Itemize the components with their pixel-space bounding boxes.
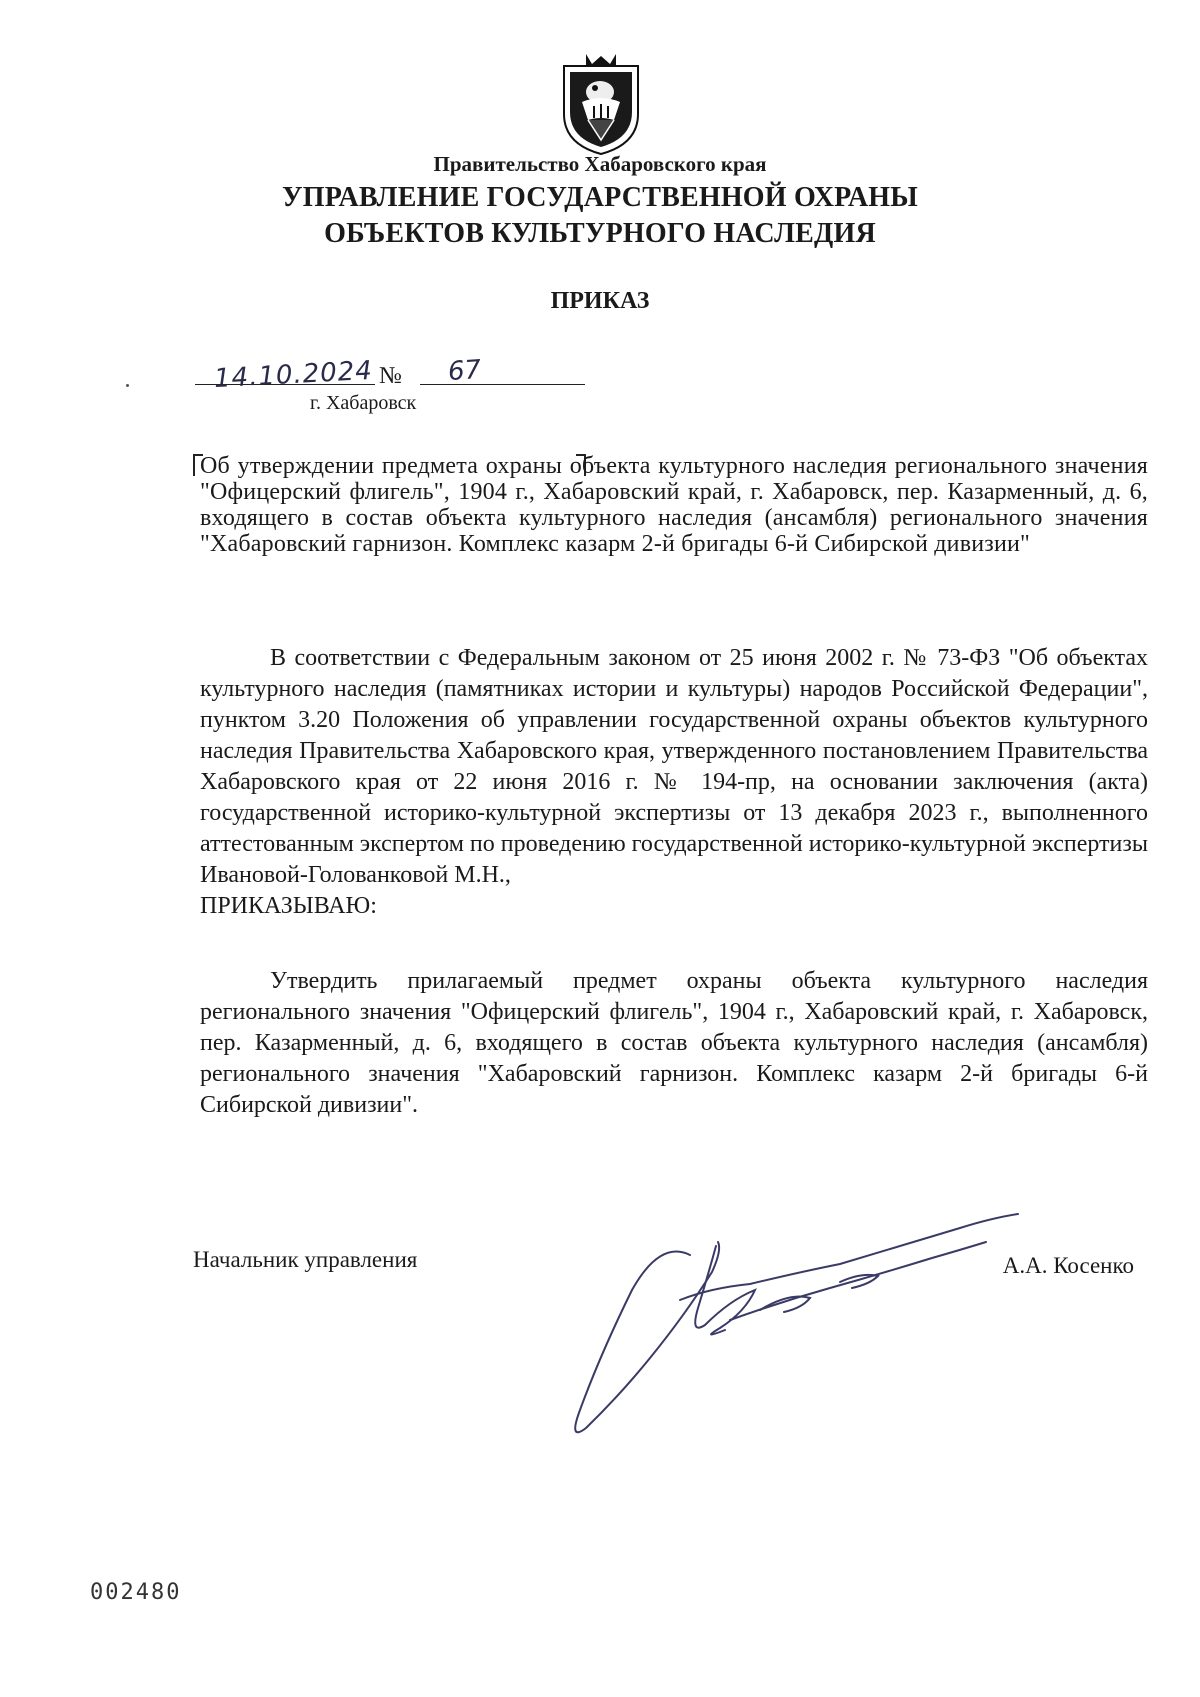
document-city: г. Хабаровск (310, 392, 417, 414)
department-name-line1: УПРАВЛЕНИЕ ГОСУДАРСТВЕННОЙ ОХРАНЫ (282, 182, 918, 213)
decision-paragraph: Утвердить прилагаемый предмет охраны объекта культурного наследия регионального значения "Офицерский флигель", 1904 г., Хабаровский край, г. Хабаровск, пер. Казарменный, д. 6, входящего в состав объекта культурного наследия (ансамбля) регионального значения "Хабаровский гарнизон. Комплекс казарм 2-й бригады 6-й Сибирской дивизии". (200, 968, 1148, 1118)
government-name: Правительство Хабаровского края (433, 152, 767, 176)
signatory-name: А.А. Косенко (1002, 1253, 1134, 1278)
coat-of-arms-emblem (556, 44, 646, 156)
document-subject: Об утверждении предмета охраны объекта культурного наследия регионального значения "Офицерский флигель", 1904 г., Хабаровский край, г. Хабаровск, пер. Казарменный, д. 6, входящего в состав объекта культурного наследия (ансамбля) регионального значения "Хабаровский гарнизон. Комплекс казарм 2-й бригады 6-й Сибирской дивизии" (200, 453, 1148, 557)
signatory-position: Начальник управления (193, 1247, 418, 1272)
department-name-line2: ОБЪЕКТОВ КУЛЬТУРНОГО НАСЛЕДИЯ (324, 218, 876, 249)
handwritten-signature (540, 1180, 1100, 1460)
registration-number: 002480 (90, 1580, 182, 1605)
scan-dot (126, 384, 129, 387)
number-label: № (379, 363, 402, 389)
preamble-paragraph: В соответствии с Федеральным законом от 25 июня 2002 г. № 73-ФЗ "Об объектах культурного наследия (памятниках истории и культуры) народов Российской Федерации", пунктом 3.20 Положения об управлении государственной охраны объектов культурного наследия Правительства Хабаровского края, утвержденного постановлением Правительства Хабаровского края от 22 июня 2016 г. № 194-пр, на основании заключения (акта) государственной историко-культурной экспертизы от 13 декабря 2023 г., выполненного аттестованным экспертом по проведению государственной историко-культурной экспертизы Ивановой-Голованковой М.Н., (200, 645, 1148, 888)
document-date: 14.10.2024 (213, 355, 374, 395)
document-body (200, 643, 1148, 922)
number-underline (420, 384, 585, 385)
document-type: ПРИКАЗ (550, 288, 650, 314)
order-word: ПРИКАЗЫВАЮ: (200, 893, 377, 919)
department-name (0, 180, 1200, 252)
document-number: 67 (446, 354, 483, 388)
